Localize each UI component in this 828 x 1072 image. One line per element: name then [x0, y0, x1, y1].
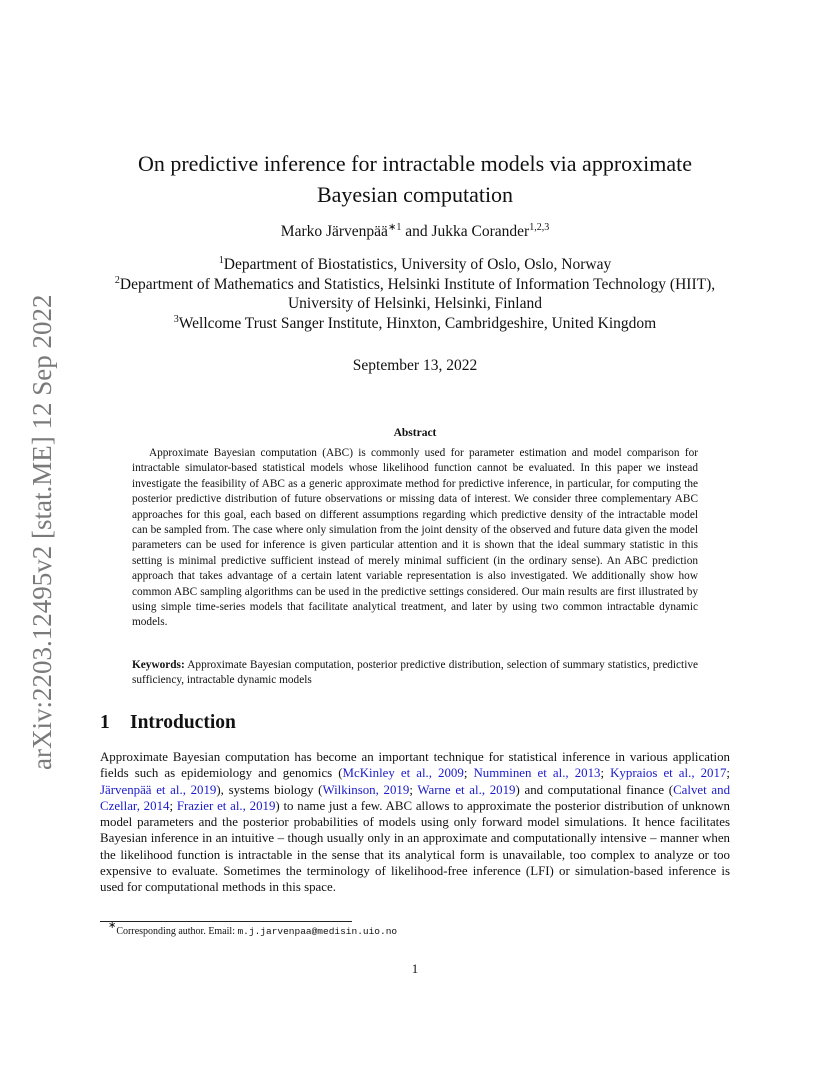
author-superscript: 1,2,3: [529, 222, 550, 233]
affiliation-text: Department of Biostatistics, University of Oslo, Oslo, Norway: [223, 256, 612, 273]
affiliation: [90, 255, 740, 275]
affiliation-superscript: 2: [114, 274, 120, 286]
publication-date: September 13, 2022: [352, 357, 478, 374]
author-name: Jukka Corander: [431, 223, 530, 240]
citation-link[interactable]: Calvet and Czellar, 2014: [100, 782, 731, 813]
abstract-text: Approximate Bayesian computation (ABC) is commonly used for parameter estimation and model comparison for intractable simulator-based statistical models whose likelihood function cannot be evaluated. In this paper we instead investigate the feasibility of ABC as a generic approximate method for predictive inference, in particular, for computing the posterior predictive distribution of future observations or missing data of interest. We consider three complementary ABC approaches for this goal, each based on different assumptions regarding which predictive density of the intractable model can be sampled from. The case where only simulation from the joint density of the observed and future data given the model parameters can be used for inference is given particular attention and it is shown that the ideal summary statistic in this setting is minimal predictive sufficient instead of merely minimal sufficient (in the ordinary sense). An ABC prediction approach that takes advantage of a certain latent variable representation is also investigated. We additionally show how common ABC sampling algorithms can be used in the predictive settings considered. Our main results are first illustrated by using simple time-series models that facilitate analytical treatment, and later by using two common intractable dynamic models.: [132, 447, 698, 629]
body-text-run: ) to name just a few. ABC allows to approximate the posterior distribution of unknown model parameters and the posterior probabilities of models using only forward model simulations. It hence facilitates Bayesian inference in an intuitive – though usually only in an approximate and computationally intensive – manner when the likelihood function is intractable in the sense that its analytical form is unavailable, too complex to analyze or too expensive to evaluate. Sometimes the terminology of likelihood-free inference (LFI) or simulation-based inference is used for computational methods in this space.: [100, 798, 730, 895]
affiliation-text: Wellcome Trust Sanger Institute, Hinxton, Cambridgeshire, United Kingdom: [178, 314, 657, 332]
page-number: 1: [411, 962, 419, 976]
affiliation-superscript: 3: [173, 313, 179, 325]
abstract-heading: Abstract: [393, 427, 437, 439]
body-text-run: Approximate Bayesian computation has become an important technique for statistical inference in various application fields such as epidemiology and genomics (: [100, 750, 730, 781]
keywords-list: Approximate Bayesian computation, posterior predictive distribution, selection of summary statistics, predictive sufficiency, intractable dynamic models: [132, 659, 698, 687]
footnote-marker: ∗: [108, 920, 117, 931]
footnote-text: Corresponding author. Email:: [116, 926, 238, 937]
affiliation: [90, 314, 740, 334]
citation-link[interactable]: Kypraios et al., 2017: [610, 766, 727, 781]
body-text-run: ;: [409, 782, 418, 797]
author-superscript: ∗1: [387, 222, 402, 233]
author-line: [100, 223, 730, 241]
paper-title: On predictive inference for intractable models via approximate Bayesian computation: [137, 151, 693, 207]
citation-link[interactable]: Wilkinson, 2019: [322, 782, 410, 797]
affiliation: [90, 275, 740, 314]
citation-link[interactable]: Frazier et al., 2019: [176, 798, 276, 813]
body-text-run: ;: [600, 766, 611, 781]
affiliations: [90, 255, 740, 333]
citation-link[interactable]: Järvenpää et al., 2019: [100, 782, 217, 797]
affiliation-superscript: 1: [218, 255, 224, 266]
citation-link[interactable]: Warne et al., 2019: [417, 782, 516, 797]
body-text-run: ) and computational finance (: [515, 782, 674, 797]
footnote-divider: [100, 921, 352, 922]
affiliation-text: Department of Mathematics and Statistics, Helsinki Institute of Information Technology (HIIT), University of Helsinki, Helsinki, Finland: [119, 275, 716, 312]
body-text-run: ;: [169, 798, 177, 813]
citation-link[interactable]: Numminen et al., 2013: [473, 766, 601, 781]
body-text-run: ;: [726, 766, 730, 781]
footnote: [108, 920, 708, 938]
body-text-run: ), systems biology (: [216, 782, 323, 797]
citation-link[interactable]: McKinley et al., 2009: [342, 766, 464, 781]
keywords-label: Keywords:: [132, 659, 185, 671]
author-connector: and: [401, 223, 432, 240]
section-heading: [100, 712, 730, 734]
section-number: 1: [100, 712, 110, 733]
footnote-email[interactable]: m.j.jarvenpaa@medisin.uio.no: [237, 926, 398, 937]
section-title: Introduction: [130, 712, 236, 733]
keywords: [132, 658, 698, 689]
arxiv-stamp: arXiv:2203.12495v2 [stat.ME] 12 Sep 2022: [27, 294, 57, 770]
section-body: [100, 749, 730, 896]
body-text-run: ;: [463, 766, 474, 781]
author-name: Marko Järvenpää: [280, 223, 388, 240]
